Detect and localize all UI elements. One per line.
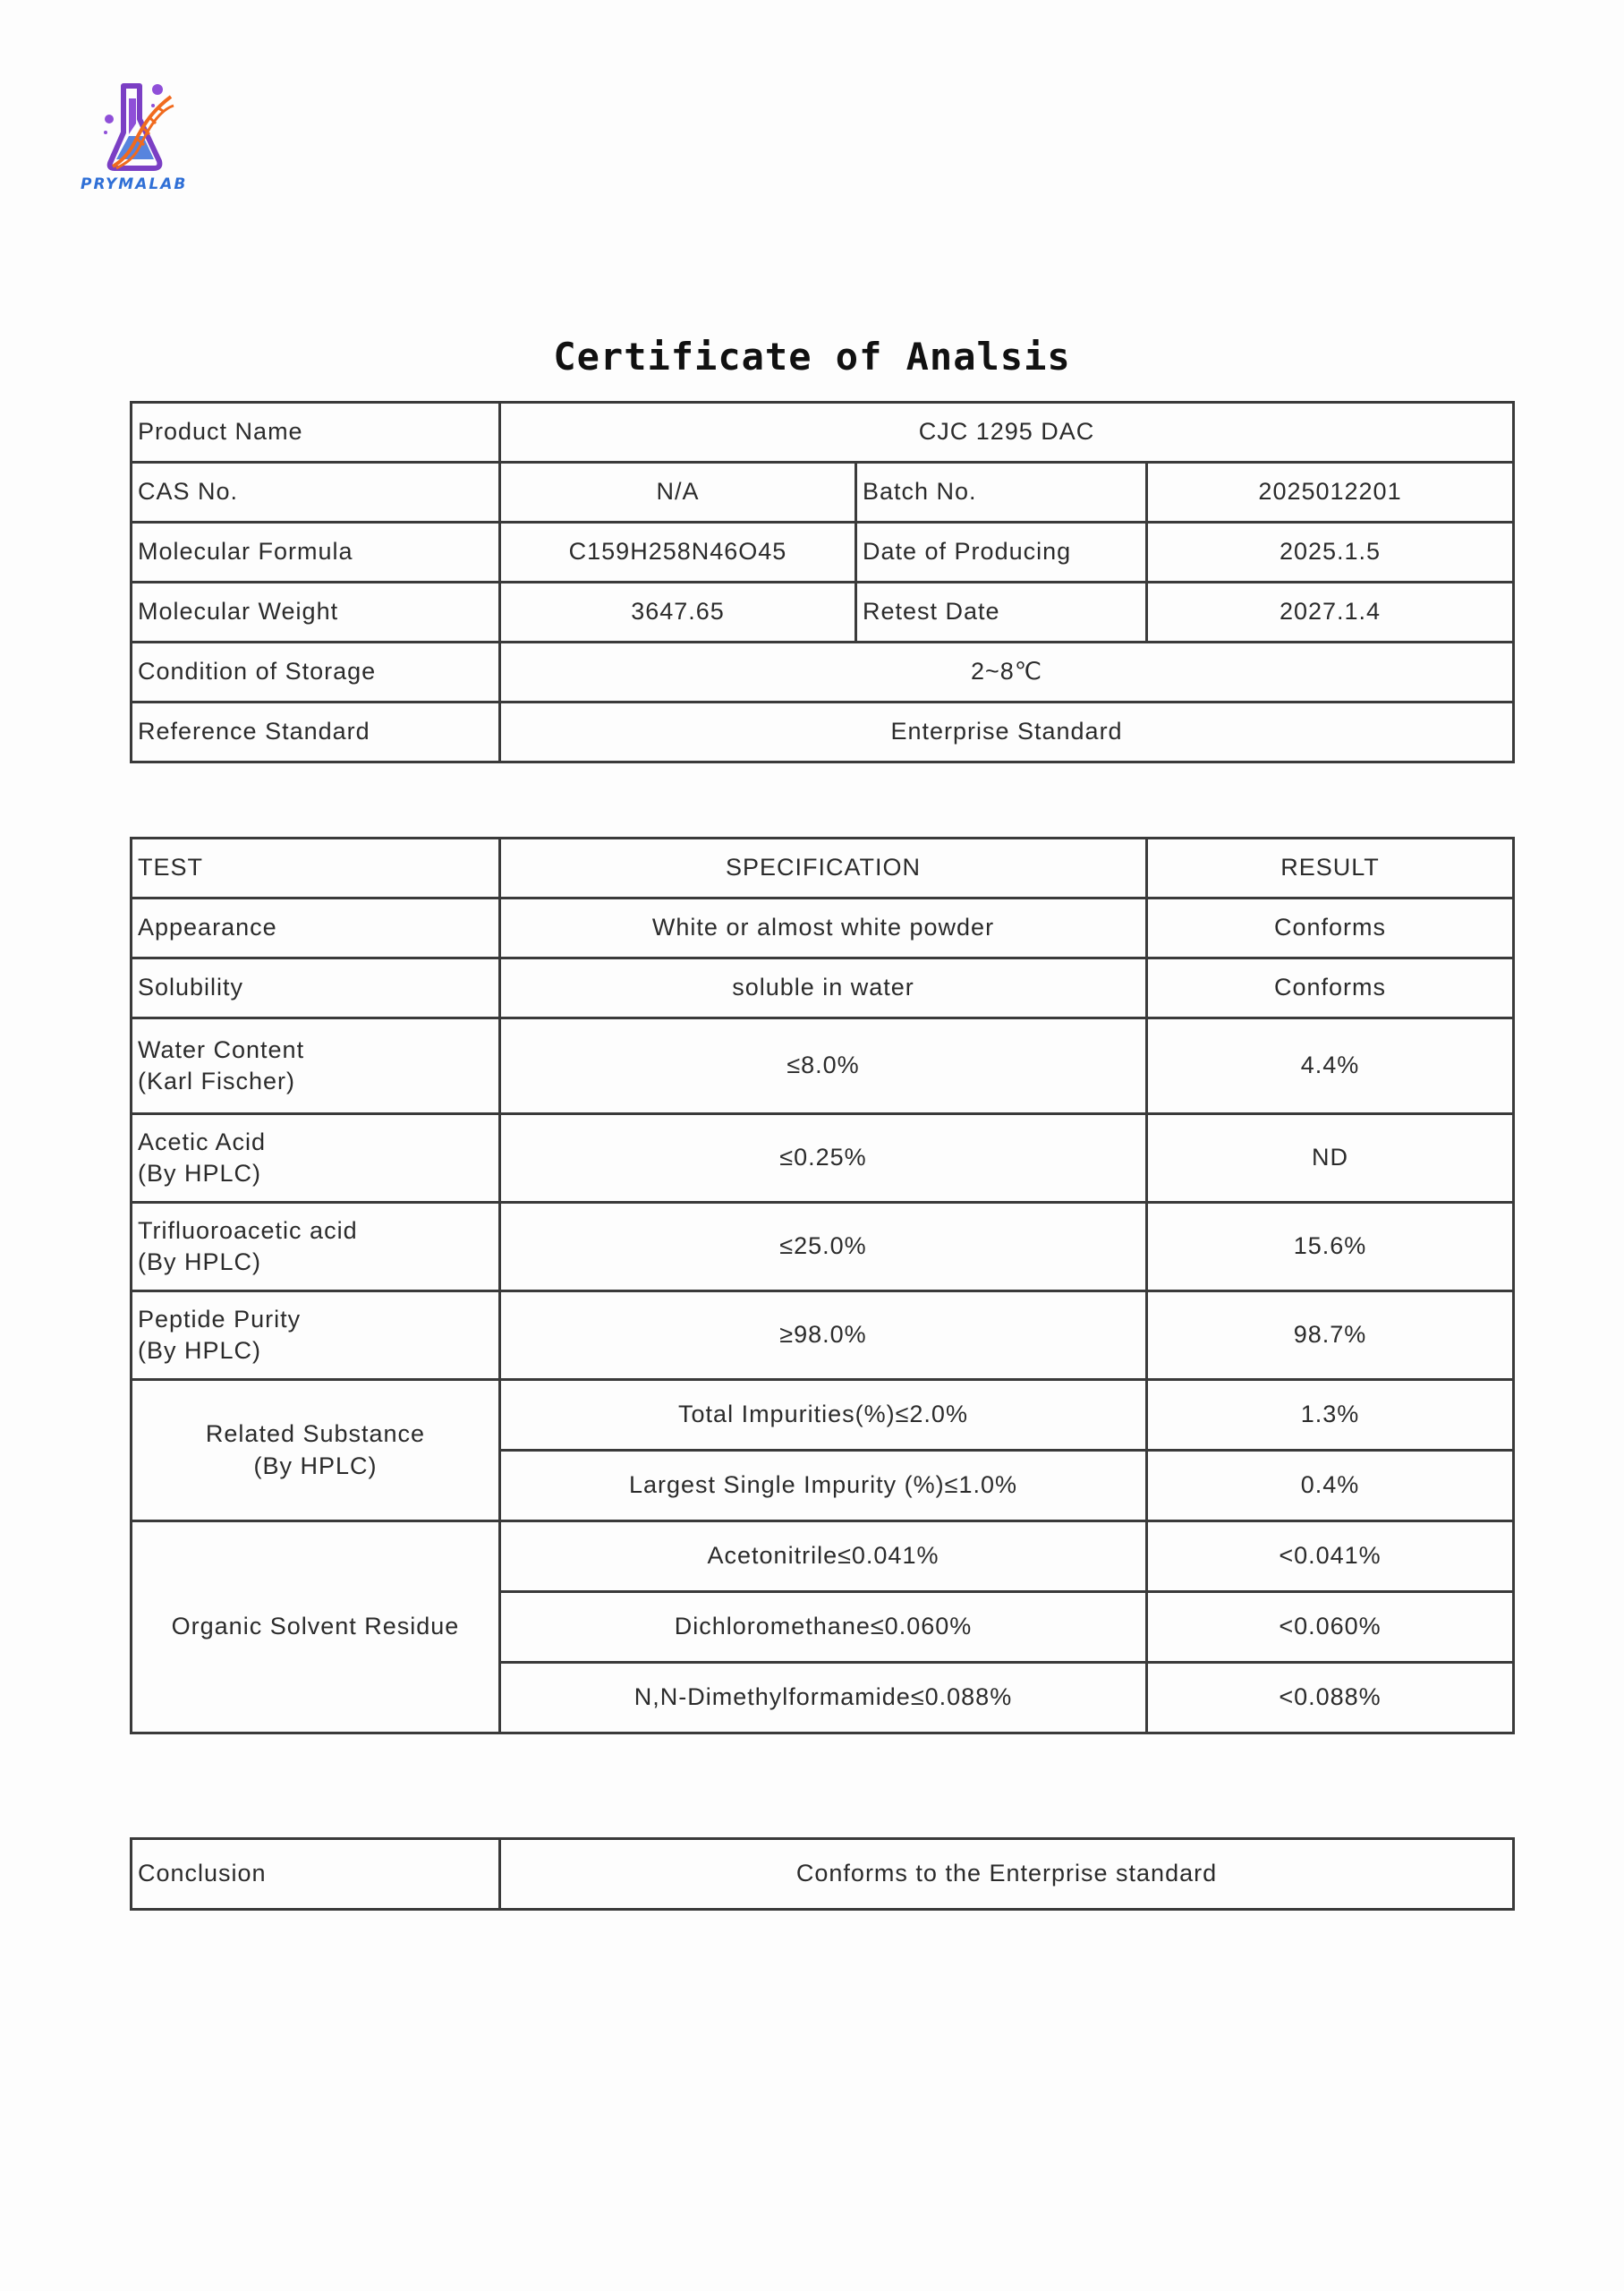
label-molecular-formula: Molecular Formula xyxy=(132,523,500,583)
test-name: Trifluoroacetic acid xyxy=(138,1216,358,1244)
header-result: RESULT xyxy=(1147,839,1514,899)
test-method: (By HPLC) xyxy=(138,1248,262,1275)
test-specification: Largest Single Impurity (%)≤1.0% xyxy=(500,1451,1147,1521)
test-name: Water Content xyxy=(138,1035,305,1063)
test-result: <0.041% xyxy=(1147,1521,1514,1592)
test-result: Conforms xyxy=(1147,958,1514,1018)
value-product-name: CJC 1295 DAC xyxy=(500,403,1514,463)
value-molecular-weight: 3647.65 xyxy=(500,583,856,643)
test-result: 0.4% xyxy=(1147,1451,1514,1521)
test-specification: Total Impurities(%)≤2.0% xyxy=(500,1380,1147,1451)
value-conclusion: Conforms to the Enterprise standard xyxy=(500,1839,1514,1910)
test-specification: ≤8.0% xyxy=(500,1018,1147,1114)
test-name-cell xyxy=(132,1018,500,1114)
related-substance-cell xyxy=(132,1380,500,1521)
value-reference-standard: Enterprise Standard xyxy=(500,703,1514,762)
value-molecular-formula: C159H258N46O45 xyxy=(500,523,856,583)
table-row xyxy=(132,463,1514,523)
test-name: Solubility xyxy=(132,958,500,1018)
table-row xyxy=(132,1839,1514,1910)
label-condition-of-storage: Condition of Storage xyxy=(132,643,500,703)
organic-solvent-residue-cell: Organic Solvent Residue xyxy=(132,1521,500,1733)
test-specification: ≥98.0% xyxy=(500,1291,1147,1380)
table-row xyxy=(132,703,1514,762)
label-conclusion: Conclusion xyxy=(132,1839,500,1910)
test-specification: N,N-Dimethylformamide≤0.088% xyxy=(500,1663,1147,1733)
test-result: 15.6% xyxy=(1147,1203,1514,1291)
label-product-name: Product Name xyxy=(132,403,500,463)
test-specification: Acetonitrile≤0.041% xyxy=(500,1521,1147,1592)
table-row xyxy=(132,1203,1514,1291)
label-date-of-producing: Date of Producing xyxy=(856,523,1147,583)
value-cas-no: N/A xyxy=(500,463,856,523)
table-row xyxy=(132,403,1514,463)
header-specification: SPECIFICATION xyxy=(500,839,1147,899)
logo-wordmark: PRYMALAB xyxy=(81,175,188,193)
test-results-table xyxy=(130,837,1515,1734)
document-title: Certificate of Analsis xyxy=(553,335,1071,379)
label-retest-date: Retest Date xyxy=(856,583,1147,643)
test-name-cell xyxy=(132,1203,500,1291)
value-date-of-producing: 2025.1.5 xyxy=(1147,523,1514,583)
table-row xyxy=(132,1291,1514,1380)
test-result: Conforms xyxy=(1147,899,1514,958)
label-batch-no: Batch No. xyxy=(856,463,1147,523)
test-name-cell xyxy=(132,1114,500,1203)
header-test: TEST xyxy=(132,839,500,899)
value-condition-of-storage: 2~8℃ xyxy=(500,643,1514,703)
value-batch-no: 2025012201 xyxy=(1147,463,1514,523)
table-row xyxy=(132,958,1514,1018)
test-specification: soluble in water xyxy=(500,958,1147,1018)
table-row xyxy=(132,1521,1514,1592)
label-reference-standard: Reference Standard xyxy=(132,703,500,762)
test-method: (Karl Fischer) xyxy=(138,1068,296,1094)
test-name-cell xyxy=(132,1291,500,1380)
test-result: <0.060% xyxy=(1147,1592,1514,1663)
test-specification: ≤0.25% xyxy=(500,1114,1147,1203)
test-result: 1.3% xyxy=(1147,1380,1514,1451)
table-row xyxy=(132,523,1514,583)
test-result: ND xyxy=(1147,1114,1514,1203)
table-row xyxy=(132,1018,1514,1114)
test-result: 4.4% xyxy=(1147,1018,1514,1114)
conclusion-table xyxy=(130,1837,1515,1911)
test-method: (By HPLC) xyxy=(138,1337,262,1364)
table-row xyxy=(132,583,1514,643)
test-method: (By HPLC) xyxy=(253,1452,378,1479)
table-header-row xyxy=(132,839,1514,899)
table-row xyxy=(132,899,1514,958)
test-name: Peptide Purity xyxy=(138,1305,302,1333)
test-result: 98.7% xyxy=(1147,1291,1514,1380)
test-name: Appearance xyxy=(132,899,500,958)
product-info-table xyxy=(130,401,1515,763)
test-specification: ≤25.0% xyxy=(500,1203,1147,1291)
table-row xyxy=(132,643,1514,703)
test-name: Related Substance xyxy=(205,1420,426,1448)
test-name: Acetic Acid xyxy=(138,1128,267,1155)
table-row xyxy=(132,1380,1514,1451)
company-logo xyxy=(77,79,211,204)
value-retest-date: 2027.1.4 xyxy=(1147,583,1514,643)
flask-dna-icon xyxy=(104,79,184,177)
table-row xyxy=(132,1114,1514,1203)
test-method: (By HPLC) xyxy=(138,1160,262,1187)
label-cas-no: CAS No. xyxy=(132,463,500,523)
label-molecular-weight: Molecular Weight xyxy=(132,583,500,643)
test-specification: White or almost white powder xyxy=(500,899,1147,958)
test-specification: Dichloromethane≤0.060% xyxy=(500,1592,1147,1663)
test-result: <0.088% xyxy=(1147,1663,1514,1733)
